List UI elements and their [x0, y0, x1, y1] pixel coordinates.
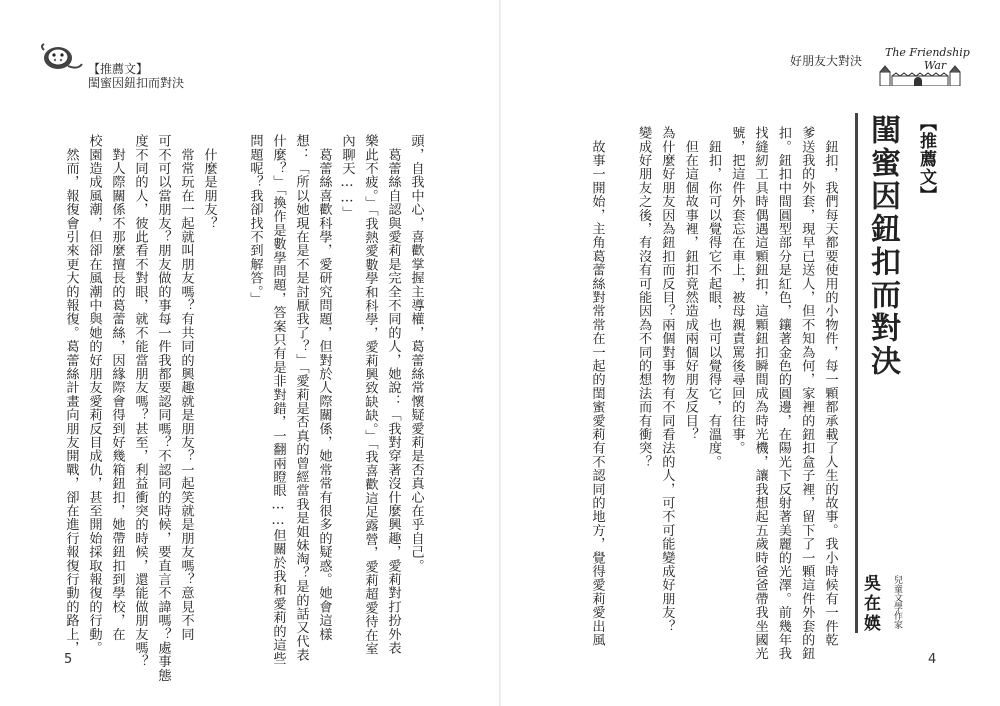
button-character-logo-icon: [38, 40, 86, 74]
text-column: 變成好朋友之後，有沒有可能因為不同的想法而有衝突？: [636, 126, 652, 469]
text-column: 內聊天……」: [339, 134, 355, 220]
right-running-header: [790, 46, 970, 86]
left-header-subtitle: 閨蜜因鈕扣而對決: [88, 76, 185, 90]
text-column: 但在這個故事裡，鈕扣竟然造成兩個好朋友反目？: [682, 126, 698, 442]
text-column: 度不同的人，彼此看不對眼，就不能當朋友嗎？甚至，利益衝突的時候，還能做朋友嗎？: [132, 134, 148, 669]
text-column: 號，把這件外套忘在車上，被母親責罵後尋回的往事。: [729, 126, 745, 455]
right-page-number: 4: [928, 652, 937, 667]
text-column: 什麼是朋友？: [201, 134, 217, 230]
author-role: 兒童文學作家: [892, 575, 902, 629]
author-name: 吳在媖: [860, 574, 880, 634]
text-column: 扣。鈕扣中間圓型部分是紅色，鑲著金色的圓邊，在陽光下反射著美麗的光澤。前幾年我: [775, 126, 791, 661]
text-column: 鈕扣，我們每天都要使用的小物件，每一顆都承載了人生的故事。我小時候有一件乾: [822, 126, 838, 647]
text-column: 常常玩在一起就叫朋友嗎？有共同的興趣就是朋友？一起笑就是朋友嗎？意見不同: [178, 134, 194, 641]
left-running-header: [88, 62, 184, 91]
text-column: 樂此不疲。」「我熱愛數學和科學，愛莉興致缺缺。」「我喜歡這足露營，愛莉超愛待在室: [362, 134, 378, 656]
text-column: 可不可以當朋友？朋友做的事每一件我都要認同嗎？不認同的時候，要直言不諱嗎？處事態: [155, 134, 171, 682]
text-column: 為什麼好朋友因為鈕扣而反目？兩個對事物有不同看法的人，可不可能變成好朋友？: [659, 126, 675, 633]
text-column: 對人際關係不那麼擅長的葛蕾絲，因緣際會得到好幾箱鈕扣，她帶鈕扣到學校，在: [109, 134, 125, 641]
english-title-line2: War: [924, 59, 947, 72]
text-column: 什麼？」「換作是數學問題，答案只有是非對錯，一翻兩瞪眼……但關於我和愛莉的這些: [270, 134, 286, 666]
text-column: 校園造成風潮，但卻在風潮中與她的好朋友愛莉反目成仇，甚至開始採取報復的行動。: [86, 134, 102, 655]
text-column: 葛蕾絲喜歡科學，愛研究問題，但對於人際關係，她常常有很多的疑惑。她會這樣: [316, 134, 332, 641]
text-column: 爹送我的外套，現早已送人，但不知為何，家裡的鈕扣盒子裡，留下了一顆這件外套的鈕: [799, 126, 815, 661]
text-column: 鈕扣，你可以覺得它不起眼，也可以覺得它，有溫度。: [706, 126, 721, 469]
text-column: 想：「所以她現在是不是討厭我了？」「愛莉是否真的曾經當我是姐妹淘？是的話又代表: [293, 134, 309, 662]
castle-illustration-icon: [876, 64, 964, 86]
series-title: 好朋友大對決: [790, 54, 863, 68]
left-page-number: 5: [64, 652, 73, 667]
article-title: 閨蜜因鈕扣而對決: [865, 114, 900, 378]
text-column: 葛蕾絲自認與愛莉是完全不同的人，她說：「我對穿著沒什麼興趣，愛莉對打扮外表: [385, 134, 401, 655]
text-column: 找縫紉工具時偶遇這顆鈕扣，這顆鈕扣瞬間成為時光機，讓我想起五歲時爸爸帶我坐國光: [752, 126, 768, 661]
text-column: 故事一開始，主角葛蕾絲對常常在一起的閨蜜愛莉有不認同的地方，覺得愛莉愛出風: [589, 126, 605, 647]
text-column: 問題呢？我卻找不到解答。」: [247, 134, 263, 306]
page-gutter: [499, 0, 501, 706]
text-column: 頭，自我中心，喜歡掌握主導權，葛蕾絲常懷疑愛莉是否真心在乎自己。: [408, 134, 424, 573]
english-title-line1: The Friendship: [885, 46, 970, 59]
section-tag: 【推薦文】: [916, 114, 936, 204]
left-header-tag: 【推薦文】: [88, 62, 149, 76]
text-column: 然而，報復會引來更大的報復。葛蕾絲計畫向朋友開戰，卻在進行報復行動的路上，: [63, 134, 79, 655]
